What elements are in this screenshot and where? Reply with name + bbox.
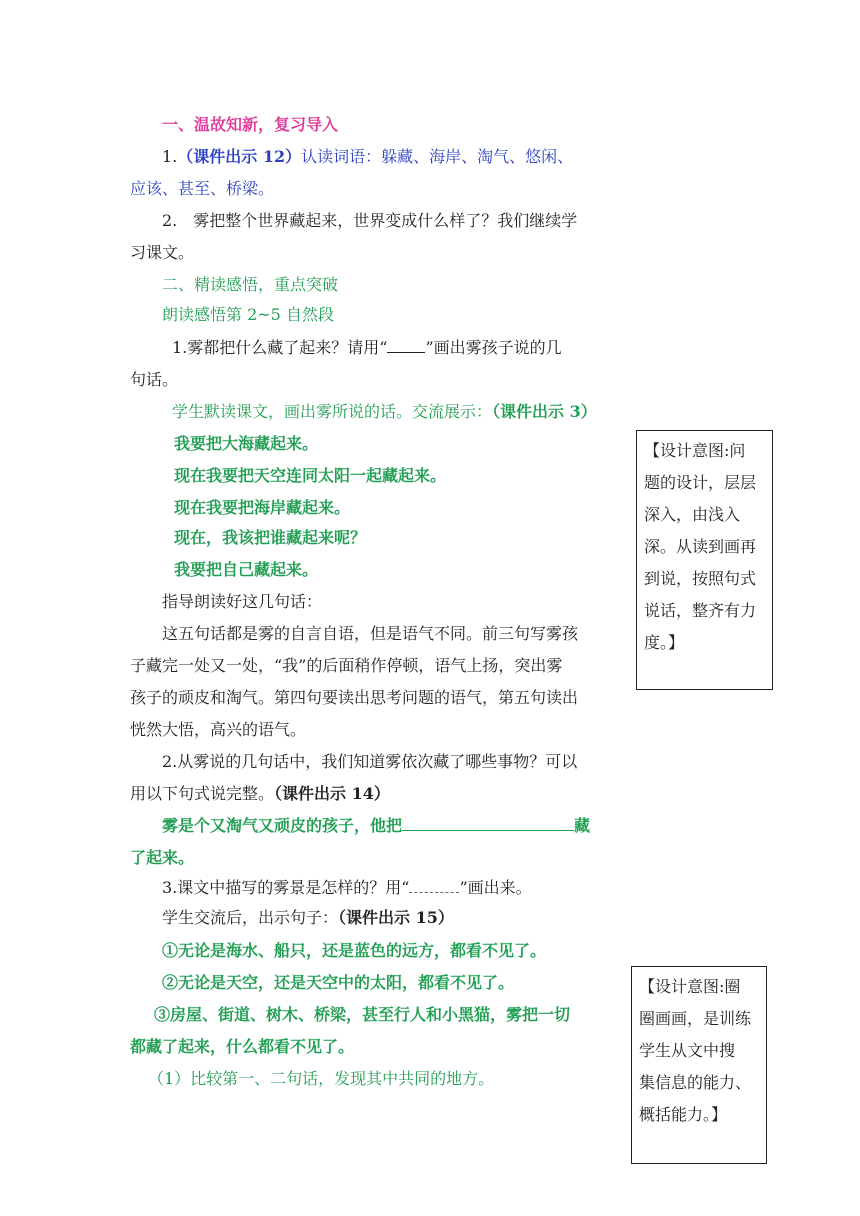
design-note-2-line: 学生从文中搜 <box>639 1041 736 1060</box>
item2-line1: 2. 雾把整个世界藏起来，世界变成什么样了？我们继续学 <box>162 211 578 230</box>
pattern-blank <box>402 816 574 831</box>
exchange-line <box>162 907 454 929</box>
question3 <box>162 877 532 899</box>
design-note-2 <box>631 966 767 1164</box>
question1-text-a: 1.雾都把什么藏了起来？请用“ <box>172 338 388 357</box>
scene-sentence-3-cont: 都藏了起来，什么都看不见了。 <box>130 1037 355 1056</box>
question1-cont: 句话。 <box>130 370 179 389</box>
para-line-1: 这五句话都是雾的自言自语，但是语气不同。前三句写雾孩 <box>162 624 579 643</box>
section2-title: 二、精读感悟，重点突破 <box>162 275 339 294</box>
question2-line1: 2.从雾说的几句话中，我们知道雾依次藏了哪些事物？可以 <box>162 752 578 771</box>
design-note-1-line: 度。】 <box>644 633 685 652</box>
sentence-pattern <box>162 815 590 837</box>
design-note-1-line: 题的设计，层层 <box>644 473 757 492</box>
design-note-1-line: 到说，按照句式 <box>644 569 757 588</box>
item1-words: 认读词语：躲藏、海岸、淘气、悠闲、 <box>301 147 574 166</box>
design-note-1-line: 深。从读到画再 <box>644 537 757 556</box>
question2-line2 <box>130 783 390 805</box>
design-note-2-line: 集信息的能力、 <box>639 1073 752 1092</box>
section1-title: 一、温故知新，复习导入 <box>162 115 339 134</box>
read-instruction-text: 学生默读课文，画出雾所说的话。交流展示： <box>172 402 493 421</box>
design-note-2-line: 【设计意图:圈 <box>639 977 741 996</box>
item1-courseware: （课件出示 12） <box>177 147 302 166</box>
design-note-2-line: 概括能力。】 <box>639 1105 728 1124</box>
sentence-pattern-cont: 了起来。 <box>130 848 195 867</box>
guide-text: 指导朗读好这几句话： <box>162 592 323 611</box>
fog-sentence-5: 我要把自己藏起来。 <box>174 560 319 579</box>
item1-line <box>162 146 573 168</box>
design-note-2-line: 圈画画，是训练 <box>639 1009 752 1028</box>
answer-blank <box>387 338 425 353</box>
exchange-courseware: （课件出示 15） <box>338 908 454 927</box>
question3-text-b: ”画出来。 <box>459 878 532 897</box>
fog-sentence-4: 现在，我该把谁藏起来呢？ <box>174 528 367 547</box>
design-note-1-line: 【设计意图:问 <box>644 441 746 460</box>
question1-text-b: ”画出雾孩子说的几 <box>425 338 562 357</box>
design-note-1-line: 深入，由浅入 <box>644 505 741 524</box>
fog-sentence-3: 现在我要把海岸藏起来。 <box>174 498 351 517</box>
compare-question: （1）比较第一、二句话，发现其中共同的地方。 <box>148 1069 495 1088</box>
scene-sentence-3: ③房屋、街道、树木、桥梁，甚至行人和小黑猫，雾把一切 <box>154 1005 571 1024</box>
question2-text: 用以下句式说完整。 <box>130 784 275 803</box>
read-courseware: （课件出示 3） <box>492 402 597 421</box>
fog-sentence-1: 我要把大海藏起来。 <box>174 434 319 453</box>
wavy-blank <box>409 878 459 893</box>
para-line-2: 子藏完一处又一处，“我”的后面稍作停顿，语气上扬，突出雾 <box>130 656 563 675</box>
design-note-1 <box>636 430 773 690</box>
scene-sentence-1: ①无论是海水、船只，还是蓝色的远方，都看不见了。 <box>162 941 547 960</box>
fog-sentence-2: 现在我要把天空连同太阳一起藏起来。 <box>174 466 447 485</box>
scene-sentence-2: ②无论是天空，还是天空中的太阳，都看不见了。 <box>162 973 515 992</box>
item2-line2: 习课文。 <box>130 243 195 262</box>
item1-words-cont: 应该、甚至、桥梁。 <box>130 179 275 198</box>
para-line-3: 孩子的顽皮和淘气。第四句要读出思考问题的语气，第五句读出 <box>130 688 579 707</box>
question3-text-a: 3.课文中描写的雾景是怎样的？用“ <box>162 878 410 897</box>
para-line-4: 恍然大悟，高兴的语气。 <box>130 720 307 739</box>
exchange-text: 学生交流后，出示句子： <box>162 908 339 927</box>
question1 <box>172 337 562 359</box>
item1-number: 1. <box>162 147 178 166</box>
subsection-title: 朗读感悟第 2~5 自然段 <box>162 305 334 324</box>
design-note-1-line: 说话，整齐有力 <box>644 601 757 620</box>
pattern-text-b: 藏 <box>574 816 591 835</box>
read-instruction <box>172 401 597 423</box>
pattern-text-a: 雾是个又淘气又顽皮的孩子，他把 <box>162 816 403 835</box>
question2-courseware: （课件出示 14） <box>274 784 390 803</box>
